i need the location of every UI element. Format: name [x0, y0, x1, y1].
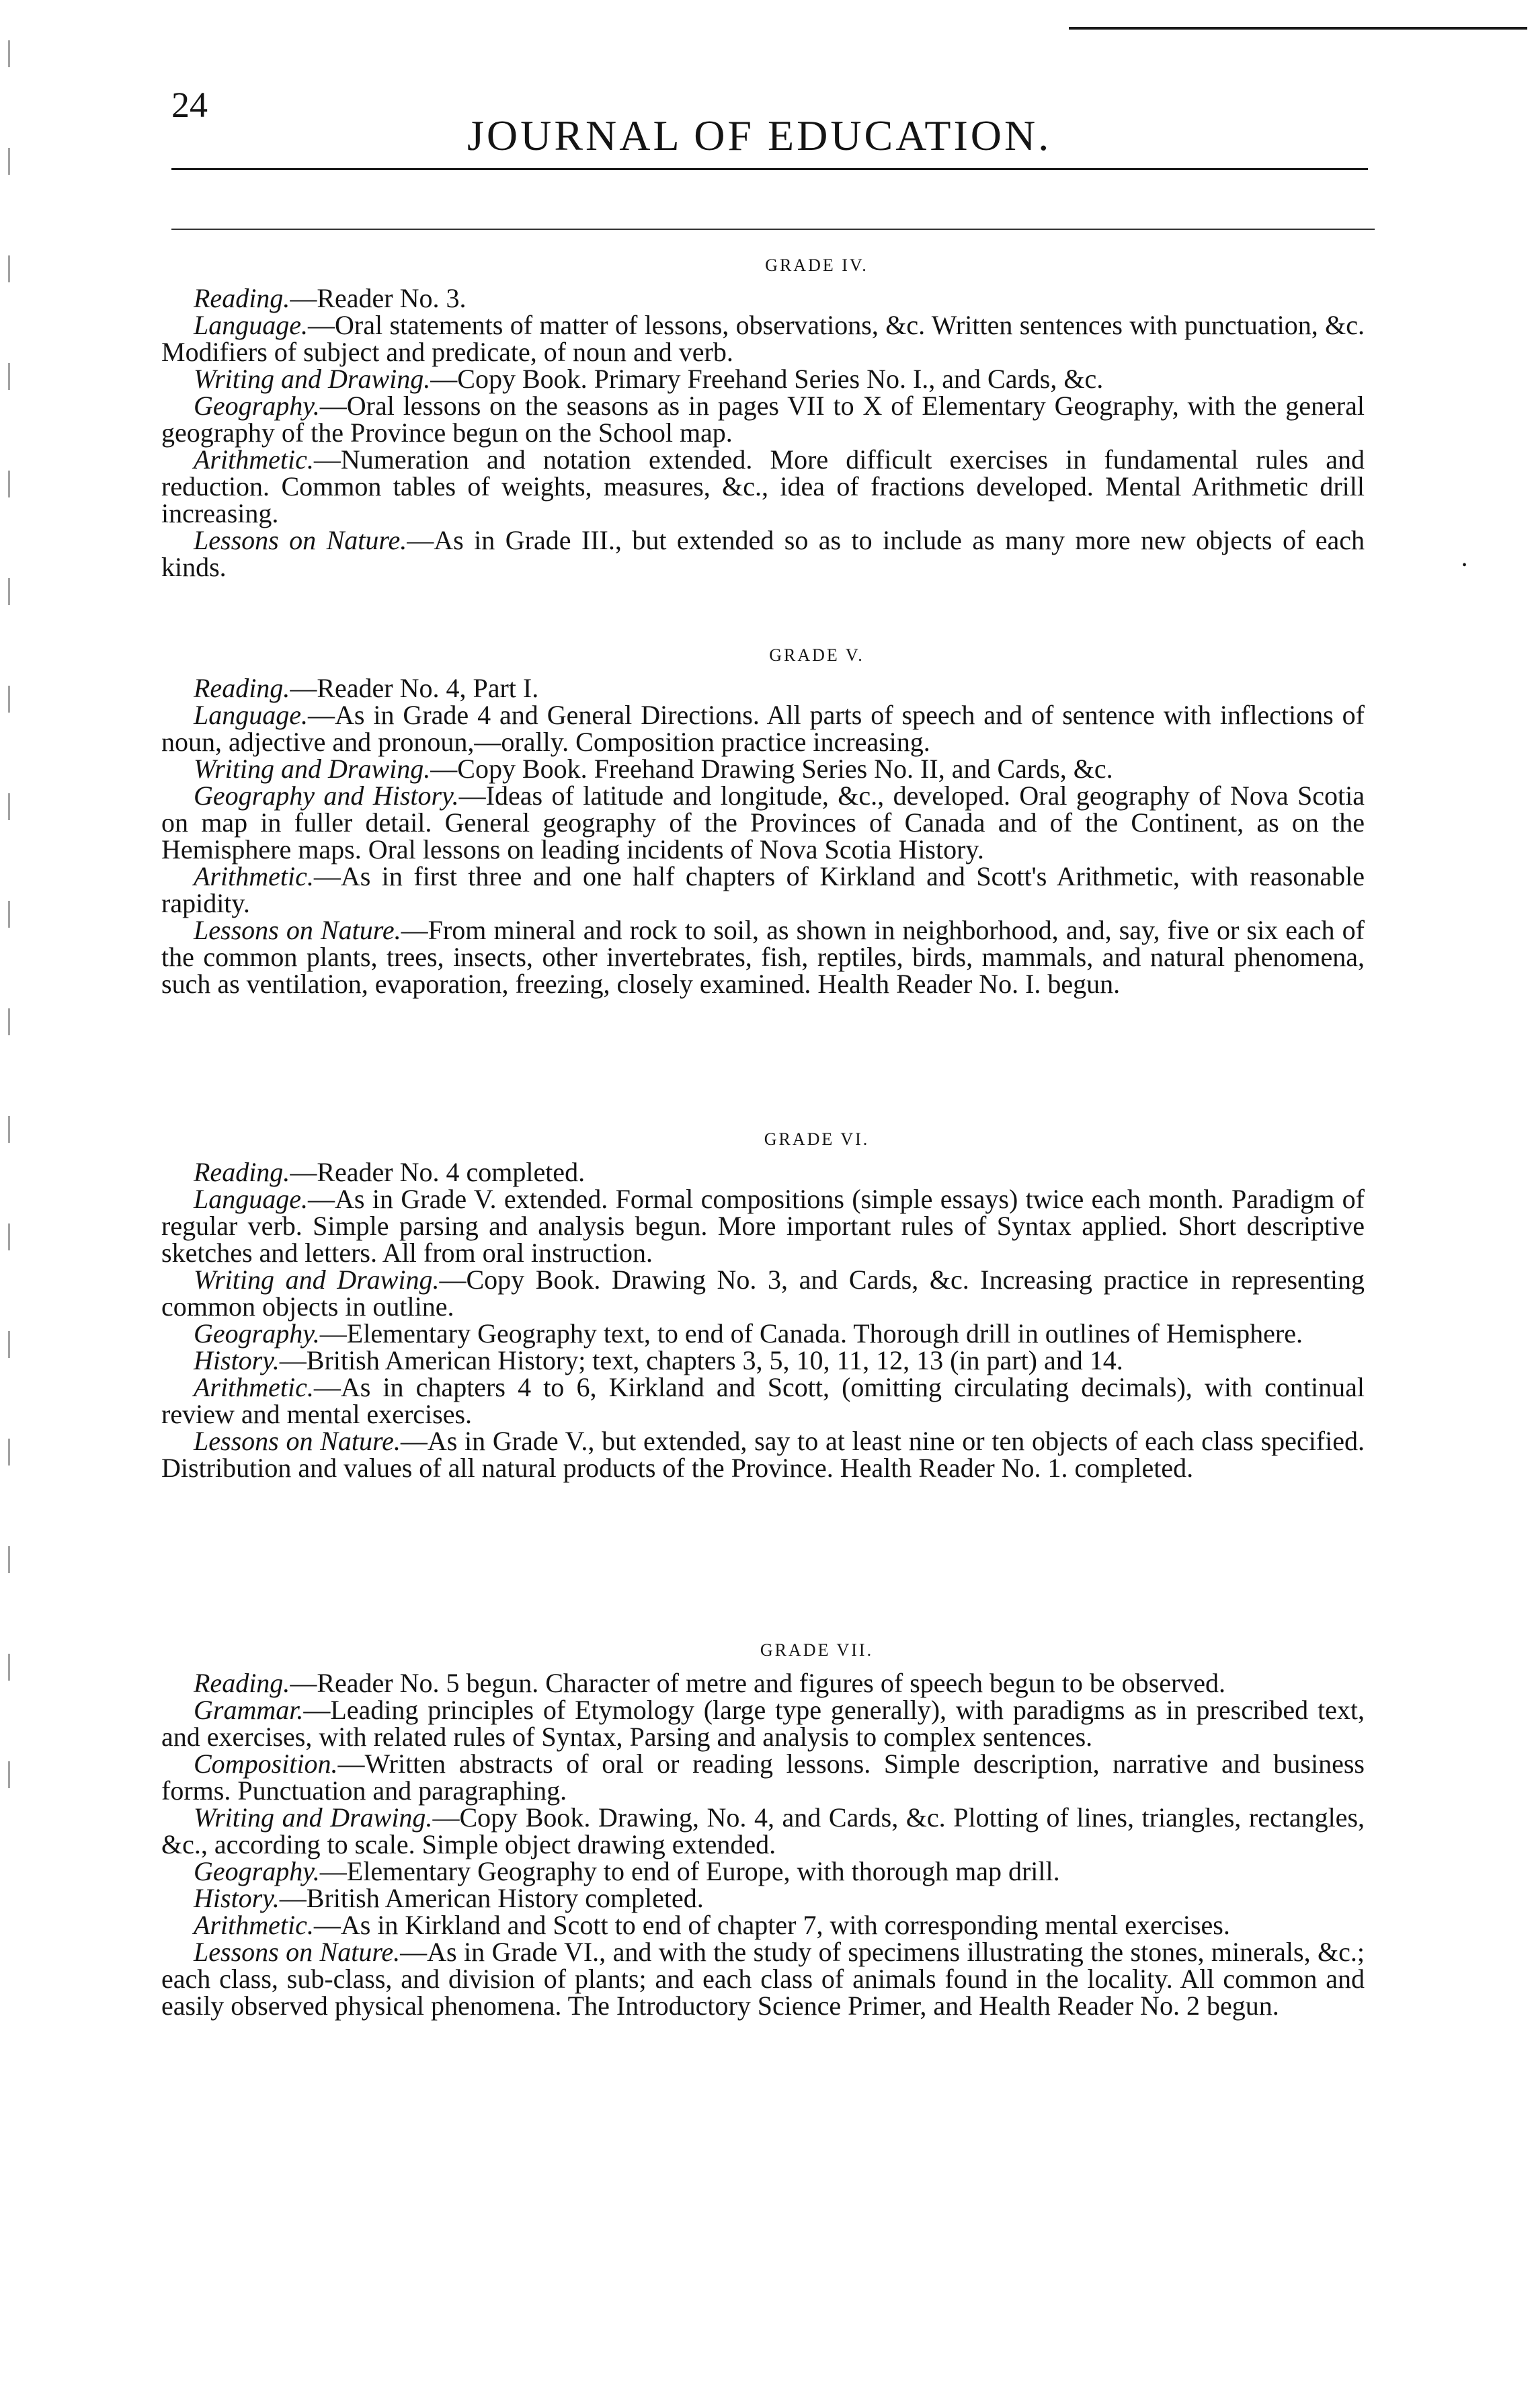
- paragraph-text: —As in Grade 4 and General Directions. All parts of speech and of sentence with inflections of noun, adjective and pronoun,—orally. Composition practice increasing.: [161, 700, 1365, 757]
- paragraph-reading: [161, 285, 1365, 312]
- grade-vii-section: [161, 1640, 1365, 2019]
- paragraph-reading: [161, 675, 1365, 702]
- grade-vi-section: [161, 1129, 1365, 1482]
- paragraph-text: —Oral lessons on the seasons as in pages VII to X of Elementary Geography, with the general geography of the Province begun on the School map.: [161, 391, 1365, 448]
- paragraph-text: —Reader No. 3.: [290, 283, 467, 313]
- grade-v-section: [161, 645, 1365, 998]
- paragraph-geography-history: [161, 782, 1365, 863]
- subject-label: Writing and Drawing.: [194, 1265, 440, 1295]
- subject-label: Lessons on Nature.: [194, 1937, 401, 1967]
- paragraph-text: —Copy Book. Drawing, No. 4, and Cards, &c. Plotting of lines, triangles, rectangles, &c., according to scale. Simple object drawing extended.: [161, 1802, 1365, 1859]
- subject-label: Writing and Drawing.: [194, 364, 431, 394]
- subject-label: Geography and History.: [194, 780, 459, 811]
- journal-title: JOURNAL OF EDUCATION.: [467, 112, 1052, 159]
- paragraph-arithmetic: [161, 1374, 1365, 1428]
- margin-speck: •: [1462, 558, 1467, 573]
- paragraph-history: [161, 1885, 1365, 1912]
- grade-heading: GRADE VII.: [760, 1640, 874, 1660]
- page-header: [171, 77, 1368, 171]
- subject-label: Language.: [194, 310, 308, 340]
- paragraph-geography: [161, 1320, 1365, 1347]
- paragraph-lessons-on-nature: [161, 917, 1365, 998]
- paragraph-text: —Leading principles of Etymology (large type generally), with paradigms as in prescribed text, and exercises, with related rules of Syntax, Parsing and analysis to complex sentences.: [161, 1695, 1365, 1752]
- paragraph-reading: [161, 1159, 1365, 1186]
- paragraph-text: —From mineral and rock to soil, as shown in neighborhood, and, say, five or six each of the common plants, trees, insects, other invertebrates, fish, reptiles, birds, mammals, and natural phenomena, such as ventilation, evaporation, freezing, closely examined. Health Reader No. I. begun.: [161, 915, 1365, 999]
- subject-label: Grammar.: [194, 1695, 304, 1725]
- paragraph-writing-drawing: [161, 366, 1365, 393]
- subject-label: Lessons on Nature.: [194, 525, 407, 555]
- top-edge-rule: [1069, 27, 1527, 30]
- paragraph-text: —Reader No. 4, Part I.: [290, 673, 539, 703]
- paragraph-arithmetic: [161, 863, 1365, 917]
- subject-label: Composition.: [194, 1749, 338, 1779]
- header-rule-secondary: [171, 229, 1375, 230]
- subject-label: Writing and Drawing.: [194, 1802, 433, 1833]
- subject-label: Arithmetic.: [194, 444, 314, 475]
- subject-label: Geography.: [194, 391, 320, 421]
- header-rule: [171, 168, 1368, 170]
- paragraph-text: —Copy Book. Drawing No. 3, and Cards, &c. Increasing practice in representing common objects in outline.: [161, 1265, 1365, 1322]
- paragraph-text: —Numeration and notation extended. More difficult exercises in fundamental rules and reduction. Common tables of weights, measures, &c., idea of fractions developed. Mental Arithmetic drill increasing.: [161, 444, 1365, 528]
- subject-label: Lessons on Nature.: [194, 915, 401, 945]
- subject-label: Arithmetic.: [194, 1910, 314, 1940]
- paragraph-text: —Written abstracts of oral or reading lessons. Simple description, narrative and business forms. Punctuation and paragraphing.: [161, 1749, 1365, 1806]
- subject-label: Language.: [194, 700, 308, 730]
- paragraph-text: —Elementary Geography to end of Europe, with thorough map drill.: [319, 1856, 1060, 1886]
- paragraph-text: —Copy Book. Freehand Drawing Series No. II, and Cards, &c.: [430, 754, 1113, 784]
- paragraph-text: —Copy Book. Primary Freehand Series No. I., and Cards, &c.: [430, 364, 1104, 394]
- paragraph-text: —As in Grade V. extended. Formal compositions (simple essays) twice each month. Paradigm of regular verb. Simple parsing and analysis begun. More important rules of Syntax applied. Short descriptive sketches and letters. All from oral instruction.: [161, 1184, 1365, 1268]
- paragraph-arithmetic: [161, 446, 1365, 527]
- subject-label: Geography.: [194, 1318, 320, 1349]
- subject-label: History.: [194, 1883, 280, 1913]
- paragraph-composition: [161, 1751, 1365, 1804]
- paragraph-lessons-on-nature: [161, 1939, 1365, 2019]
- paragraph-text: —As in first three and one half chapters of Kirkland and Scott's Arithmetic, with reasonable rapidity.: [161, 861, 1365, 918]
- paragraph-writing-drawing: [161, 756, 1365, 782]
- subject-label: Writing and Drawing.: [194, 754, 431, 784]
- paragraph-text: —As in chapters 4 to 6, Kirkland and Scott, (omitting circulating decimals), with continual review and mental exercises.: [161, 1372, 1365, 1429]
- page-edge-shadow: [8, 40, 10, 1855]
- paragraph-text: —British American History completed.: [279, 1883, 704, 1913]
- subject-label: Reading.: [194, 1157, 290, 1187]
- paragraph-text: —As in Grade VI., and with the study of specimens illustrating the stones, minerals, &c.; each class, sub-class, and division of plants; and each class of animals found in the locality. All common and easily observed physical phenomena. The Introductory Science Primer, and Health Reader No. 2 begun.: [161, 1937, 1365, 2021]
- grade-heading: GRADE IV.: [765, 255, 869, 275]
- subject-label: History.: [194, 1345, 280, 1375]
- paragraph-grammar: [161, 1697, 1365, 1751]
- paragraph-text: —As in Grade V., but extended, say to at least nine or ten objects of each class specified. Distribution and values of all natural products of the Province. Health Reader No. 1. completed.: [161, 1426, 1365, 1483]
- grade-iv-section: [161, 255, 1365, 581]
- paragraph-history: [161, 1347, 1365, 1374]
- paragraph-writing-drawing: [161, 1804, 1365, 1858]
- subject-label: Reading.: [194, 283, 290, 313]
- subject-label: Language.: [194, 1184, 308, 1214]
- subject-label: Reading.: [194, 1668, 290, 1698]
- paragraph-reading: [161, 1670, 1365, 1697]
- paragraph-geography: [161, 1858, 1365, 1885]
- paragraph-text: —Ideas of latitude and longitude, &c., developed. Oral geography of Nova Scotia on map in fuller detail. General geography of the Provinces of Canada and of the Continent, as on the Hemisphere maps. Oral lessons on leading incidents of Nova Scotia History.: [161, 780, 1365, 865]
- paragraph-text: —Oral statements of matter of lessons, observations, &c. Written sentences with punctuation, &c. Modifiers of subject and predicate, of noun and verb.: [161, 310, 1365, 367]
- paragraph-lessons-on-nature: [161, 527, 1365, 581]
- paragraph-lessons-on-nature: [161, 1428, 1365, 1482]
- paragraph-text: —Reader No. 5 begun. Character of metre and figures of speech begun to be observed.: [290, 1668, 1226, 1698]
- paragraph-geography: [161, 393, 1365, 446]
- subject-label: Reading.: [194, 673, 290, 703]
- paragraph-text: —As in Grade III., but extended so as to include as many more new objects of each kinds.: [161, 525, 1365, 582]
- grade-heading: GRADE V.: [769, 645, 864, 665]
- paragraph-language: [161, 702, 1365, 756]
- paragraph-text: —Reader No. 4 completed.: [290, 1157, 586, 1187]
- paragraph-language: [161, 312, 1365, 366]
- subject-label: Lessons on Nature.: [194, 1426, 401, 1456]
- subject-label: Geography.: [194, 1856, 320, 1886]
- subject-label: Arithmetic.: [194, 1372, 314, 1402]
- page-number: 24: [171, 85, 208, 125]
- paragraph-text: —Elementary Geography text, to end of Canada. Thorough drill in outlines of Hemisphere.: [319, 1318, 1303, 1349]
- paragraph-text: —As in Kirkland and Scott to end of chapter 7, with corresponding mental exercises.: [313, 1910, 1230, 1940]
- subject-label: Arithmetic.: [194, 861, 314, 891]
- paragraph-language: [161, 1186, 1365, 1267]
- paragraph-writing-drawing: [161, 1267, 1365, 1320]
- paragraph-arithmetic: [161, 1912, 1365, 1939]
- paragraph-text: —British American History; text, chapters 3, 5, 10, 11, 12, 13 (in part) and 14.: [279, 1345, 1123, 1375]
- grade-heading: GRADE VI.: [764, 1129, 870, 1149]
